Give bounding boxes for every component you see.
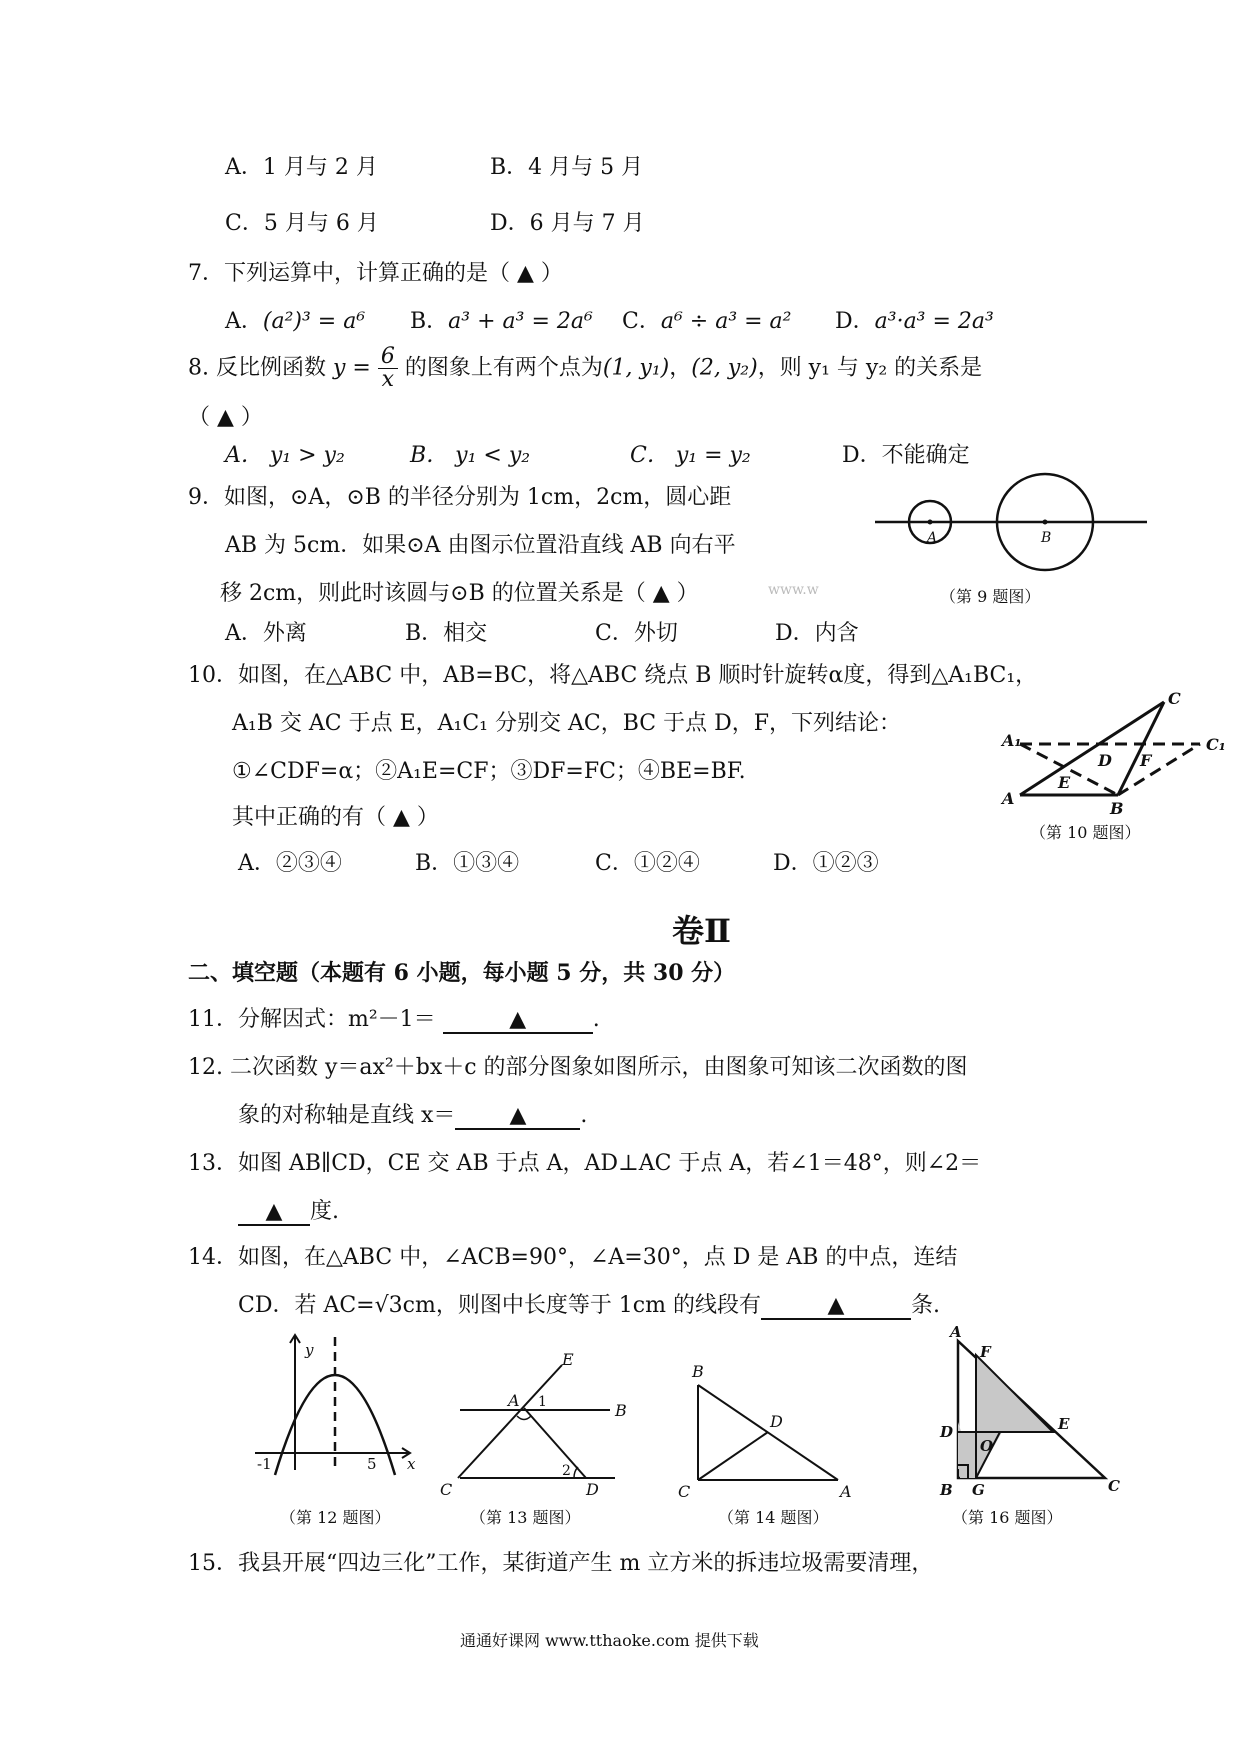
fig12 — [255, 1335, 415, 1475]
q9-option-b: B．相交 — [405, 621, 488, 646]
q10-option-c: C．①②④ — [595, 851, 700, 876]
q11: 11．分解因式：m²－1＝ ▲ . — [188, 1007, 600, 1032]
svg-text:C: C — [1108, 1477, 1120, 1495]
q9-option-c: C．外切 — [595, 621, 678, 646]
q9-option-d: D．内含 — [775, 621, 859, 646]
q7-option-d: D．a³·a³ = 2a³ — [835, 309, 994, 334]
q10-option-a: A．②③④ — [238, 851, 342, 876]
svg-text:C: C — [1168, 689, 1181, 708]
svg-text:B: B — [692, 1362, 704, 1381]
footer: 通通好课网 www.tthaoke.com 提供下载 — [460, 1631, 759, 1650]
q10-option-d: D．①②③ — [773, 851, 879, 876]
svg-text:E: E — [562, 1350, 574, 1369]
q14-blank: ▲ — [761, 1293, 911, 1320]
q7-option-a: A．(a²)³ = a⁶ — [225, 309, 366, 334]
q6-option-d: D．6 月与 7 月 — [490, 211, 645, 236]
fig16 — [880, 1325, 1120, 1500]
q9-caption: （第 9 题图） — [940, 587, 1041, 606]
svg-text:F: F — [1140, 751, 1152, 770]
q12-line1: 12. 二次函数 y＝ax²＋bx＋c 的部分图象如图所示，由图象可知该二次函数的图 — [188, 1055, 968, 1080]
fig14 — [670, 1362, 870, 1501]
q10-line1: 10．如图，在△ABC 中，AB=BC，将△ABC 绕点 B 顺时针旋转α度，得到△A₁BC₁， — [188, 663, 1038, 688]
q9-line1: 9．如图，⊙A，⊙B 的半径分别为 1cm，2cm，圆心距 — [188, 485, 732, 510]
q9-line2: AB 为 5cm．如果⊙A 由图示位置沿直线 AB 向右平 — [225, 533, 736, 558]
svg-text:F: F — [980, 1343, 991, 1361]
q10-caption: （第 10 题图） — [1030, 823, 1141, 842]
q6-option-c: C．5 月与 6 月 — [225, 211, 379, 236]
svg-text:A₁: A₁ — [1002, 731, 1022, 750]
q6-option-a: A．1 月与 2 月 — [225, 155, 378, 180]
q8-option-a: A． y₁ > y₂ — [225, 443, 345, 468]
q10-option-b: B．①③④ — [415, 851, 520, 876]
svg-text:C₁: C₁ — [1206, 735, 1226, 754]
svg-text:y: y — [305, 1341, 314, 1359]
svg-text:D: D — [586, 1480, 599, 1499]
q10-figure — [990, 689, 1230, 826]
q8-answer-slot: （ ▲ ） — [188, 405, 263, 430]
q8-option-d: D．不能确定 — [842, 443, 970, 468]
q15-line1: 15．我县开展“四边三化”工作，某街道产生 m 立方米的拆违垃圾需要清理， — [188, 1551, 934, 1576]
q8-option-b: B． y₁ < y₂ — [410, 443, 531, 468]
svg-text:5: 5 — [367, 1455, 377, 1473]
q14-line2: CD．若 AC=√3cm，则图中长度等于 1cm 的线段有 ▲ 条. — [238, 1293, 940, 1318]
svg-text:B: B — [615, 1401, 627, 1420]
q7-option-c: C．a⁶ ÷ a³ = a² — [622, 309, 792, 334]
q8-fraction: $\frac{6}{x}$ — [378, 346, 398, 391]
svg-text:1: 1 — [538, 1394, 547, 1410]
fig13 — [440, 1345, 640, 1499]
svg-text:A: A — [950, 1323, 962, 1341]
section2-heading: 二、填空题（本题有 6 小题，每小题 5 分，共 30 分） — [188, 960, 736, 986]
svg-text:E: E — [1058, 1415, 1070, 1433]
q8-stem: 8. 反比例函数 y = $\frac{6}{x}$ 的图象上有两个点为(1, y₁)，(2, y₂)，则 y₁ 与 y₂ 的关系是 — [188, 344, 983, 392]
q9-label-a: A — [927, 530, 938, 546]
q10-line2: A₁B 交 AC 于点 E，A₁C₁ 分别交 AC，BC 于点 D，F，下列结论： — [232, 711, 901, 736]
svg-text:E: E — [1058, 773, 1071, 792]
svg-text:-1: -1 — [257, 1455, 272, 1473]
svg-text:A: A — [840, 1482, 852, 1501]
fig12-caption: （第 12 题图） — [280, 1508, 391, 1527]
q12-line2: 象的对称轴是直线 x＝ ▲ . — [238, 1103, 588, 1128]
q13-line2: ▲ 度. — [238, 1194, 339, 1226]
svg-text:G: G — [972, 1481, 985, 1499]
q9-option-a: A．外离 — [225, 621, 307, 646]
q8-option-c: C． y₁ = y₂ — [630, 443, 751, 468]
q13-blank: ▲ — [238, 1199, 310, 1226]
q13-line1: 13．如图 AB∥CD，CE 交 AB 于点 A，AD⊥AC 于点 A，若∠1＝48°，则∠2＝ — [188, 1151, 982, 1176]
svg-text:C: C — [440, 1480, 453, 1499]
q10-line4: 其中正确的有（ ▲ ） — [232, 805, 439, 830]
q7-stem: 7．下列运算中，计算正确的是（ ▲ ） — [188, 261, 563, 286]
q9-figure — [875, 470, 1155, 580]
q7-option-b: B．a³ + a³ = 2a⁶ — [410, 309, 593, 334]
svg-text:D: D — [770, 1412, 783, 1431]
section-title: 卷Ⅱ — [672, 912, 731, 950]
fig13-caption: （第 13 题图） — [470, 1508, 581, 1527]
q10-line3: ①∠CDF=α；②A₁E=CF；③DF=FC；④BE=BF. — [232, 759, 746, 784]
svg-text:D: D — [1098, 751, 1112, 770]
svg-text:B: B — [940, 1481, 953, 1499]
q12-blank: ▲ — [455, 1103, 580, 1130]
svg-text:O: O — [980, 1437, 994, 1455]
q14-line1: 14．如图，在△ABC 中，∠ACB=90°，∠A=30°，点 D 是 AB 的中点，连结 — [188, 1245, 958, 1270]
svg-text:x: x — [407, 1455, 416, 1473]
q11-blank: ▲ — [443, 1007, 593, 1034]
q9-line3: 移 2cm，则此时该圆与⊙B 的位置关系是（ ▲ ） — [220, 581, 699, 606]
q6-option-b: B．4 月与 5 月 — [490, 155, 644, 180]
svg-text:A: A — [508, 1391, 520, 1410]
svg-text:B: B — [1110, 799, 1124, 818]
svg-text:D: D — [940, 1423, 954, 1441]
svg-text:C: C — [678, 1482, 691, 1501]
fig16-caption: （第 16 题图） — [952, 1508, 1063, 1527]
svg-text:2: 2 — [562, 1463, 571, 1479]
fig14-caption: （第 14 题图） — [718, 1508, 829, 1527]
watermark: www.w — [768, 582, 819, 598]
q9-label-b: B — [1041, 530, 1052, 546]
svg-text:A: A — [1002, 789, 1015, 808]
